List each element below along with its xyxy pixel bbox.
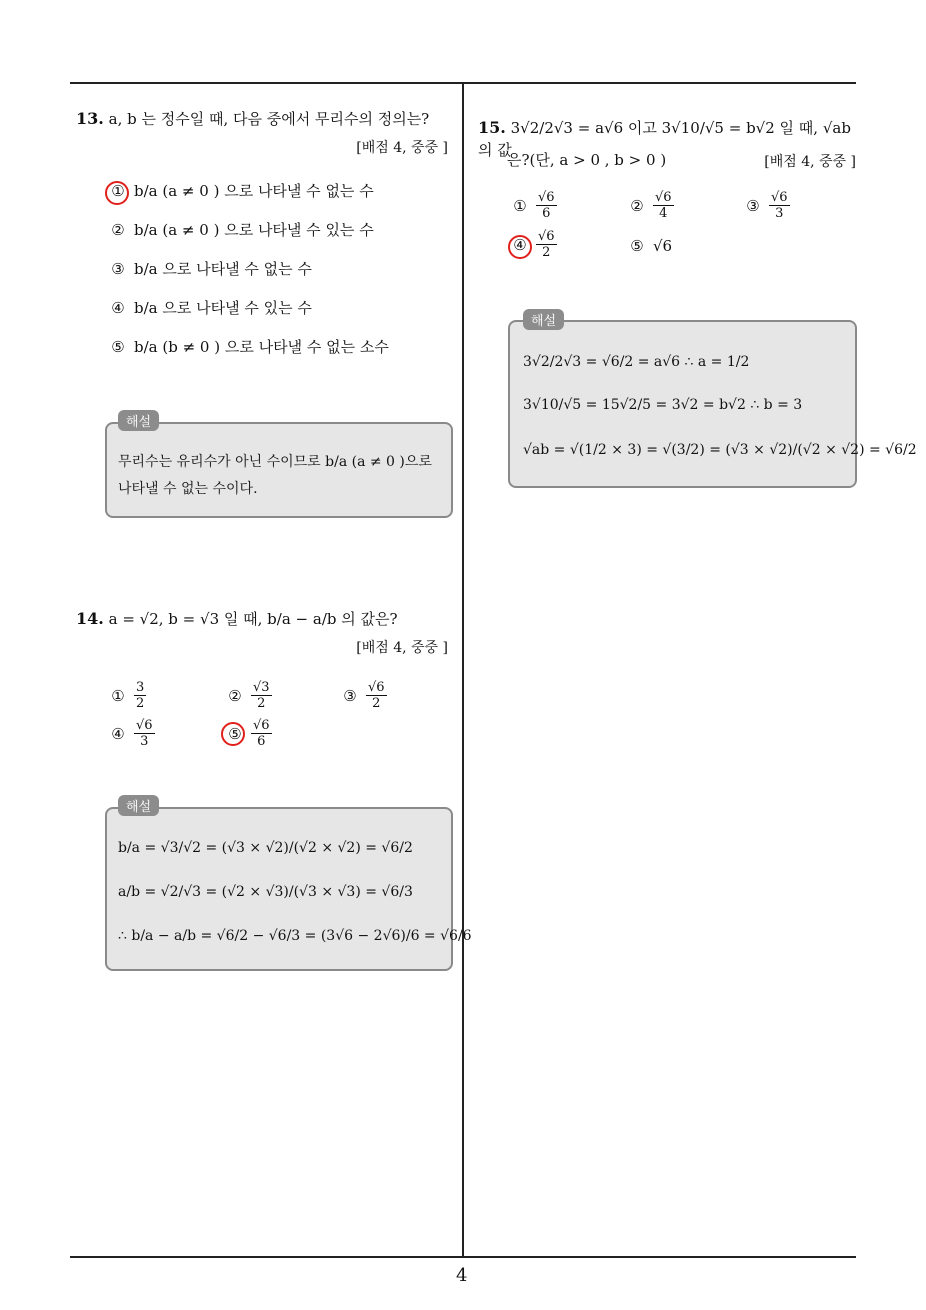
q13-text: a, b 는 정수일 때, 다음 중에서 무리수의 정의는? [108, 110, 430, 128]
q15-text-line-1: 3√2/2√3 = a√6 이고 3√10/√5 = b√2 일 때, √ab 의 값 [478, 119, 851, 159]
option-fraction: $\frac{√6}{6}$ [253, 718, 270, 749]
q13-option-1[interactable] [108, 180, 374, 201]
option-number: ② [228, 686, 242, 705]
q14-text: a = √2, b = √3 일 때, b/a − a/b 의 값은? [108, 610, 398, 628]
q15-option-5[interactable] [627, 237, 672, 255]
q15-solution-label: 해설 [523, 309, 564, 330]
option-number: ⑤ [630, 237, 644, 255]
option-fraction: $\frac{√6}{4}$ [655, 190, 672, 221]
q13-option-3[interactable] [108, 258, 312, 279]
column-divider [462, 84, 464, 1258]
q13-question [76, 108, 456, 130]
option-number: ② [630, 196, 644, 215]
option-number: ④ [111, 298, 125, 317]
option-fraction: $\frac{√6}{2}$ [538, 229, 555, 260]
option-number: ① [111, 686, 125, 705]
q14-question [76, 608, 456, 630]
q14-solution-label: 해설 [118, 795, 159, 816]
q15-solution-line-3: √ab = √(1/2 × 3) = √(3/2) = (√3 × √2)/(√2 × √2) = √6/2 [523, 442, 917, 458]
q15-solution-line-2: 3√10/√5 = 15√2/5 = 3√2 = b√2 ∴ b = 3 [523, 397, 803, 413]
option-fraction: $\frac{√3}{2}$ [253, 680, 270, 711]
q13-meta: [배점 4, 중중 ] [356, 140, 448, 156]
option-number: ① [111, 181, 125, 200]
option-number: ③ [343, 686, 357, 705]
q13-solution-label: 해설 [118, 410, 159, 431]
q14-option-3[interactable] [340, 680, 387, 711]
option-fraction: $\frac{√6}{6}$ [538, 190, 555, 221]
option-number: ③ [111, 259, 125, 278]
option-number: ① [513, 196, 527, 215]
q15-solution-line-1: 3√2/2√3 = √6/2 = a√6 ∴ a = 1/2 [523, 354, 750, 370]
q14-solution-line-2: a/b = √2/√3 = (√2 × √3)/(√3 × √3) = √6/3 [118, 884, 413, 900]
q14-number: 14. [76, 609, 104, 628]
option-text: b/a 으로 나타낼 수 없는 수 [134, 260, 312, 278]
option-fraction: $\frac{√6}{3}$ [771, 190, 788, 221]
option-fraction: $\frac{√6}{2}$ [368, 680, 385, 711]
option-number: ⑤ [228, 724, 242, 743]
q13-number: 13. [76, 109, 104, 128]
q14-solution-line-3: ∴ b/a − a/b = √6/2 − √6/3 = (3√6 − 2√6)/6 = √6/6 [118, 928, 472, 944]
option-text: b/a 으로 나타낼 수 있는 수 [134, 299, 312, 317]
q14-answer-circle [221, 722, 245, 746]
q15-meta: [배점 4, 중중 ] [764, 154, 856, 170]
q13-solution-line-1: 무리수는 유리수가 아닌 수이므로 b/a (a ≠ 0 )으로 [118, 454, 432, 470]
option-number: ③ [746, 196, 760, 215]
q14-option-1[interactable] [108, 680, 146, 711]
q15-number: 15. [478, 118, 506, 137]
q14-option-4[interactable] [108, 718, 155, 749]
q13-option-5[interactable] [108, 336, 389, 357]
option-number: ⑤ [111, 337, 125, 356]
q14-meta: [배점 4, 중중 ] [356, 640, 448, 656]
option-number: ④ [111, 724, 125, 743]
q13-solution-line-2: 나타낼 수 없는 수이다. [118, 481, 258, 497]
q13-option-2[interactable] [108, 219, 374, 240]
q14-option-2[interactable] [225, 680, 272, 711]
option-value: √6 [653, 237, 673, 255]
bottom-rule [70, 1256, 856, 1258]
q14-solution-line-1: b/a = √3/√2 = (√3 × √2)/(√2 × √2) = √6/2 [118, 840, 413, 856]
q15-question-cont: 은?(단, a > 0 , b > 0 ) [507, 151, 667, 169]
option-number: ② [111, 220, 125, 239]
q15-option-2[interactable] [627, 190, 674, 221]
option-text: b/a (a ≠ 0 ) 으로 나타낼 수 없는 수 [134, 182, 374, 200]
q15-option-1[interactable] [510, 190, 557, 221]
option-text: b/a (b ≠ 0 ) 으로 나타낼 수 없는 소수 [134, 338, 389, 356]
page-number: 4 [456, 1265, 468, 1286]
q15-answer-circle [508, 235, 532, 259]
q13-option-4[interactable] [108, 297, 312, 318]
option-fraction: $\frac{3}{2}$ [136, 680, 145, 711]
option-fraction: $\frac{√6}{3}$ [136, 718, 153, 749]
q13-answer-circle [105, 181, 129, 205]
option-text: b/a (a ≠ 0 ) 으로 나타낼 수 있는 수 [134, 221, 374, 239]
q15-option-3[interactable] [743, 190, 790, 221]
option-number: ④ [513, 235, 527, 254]
